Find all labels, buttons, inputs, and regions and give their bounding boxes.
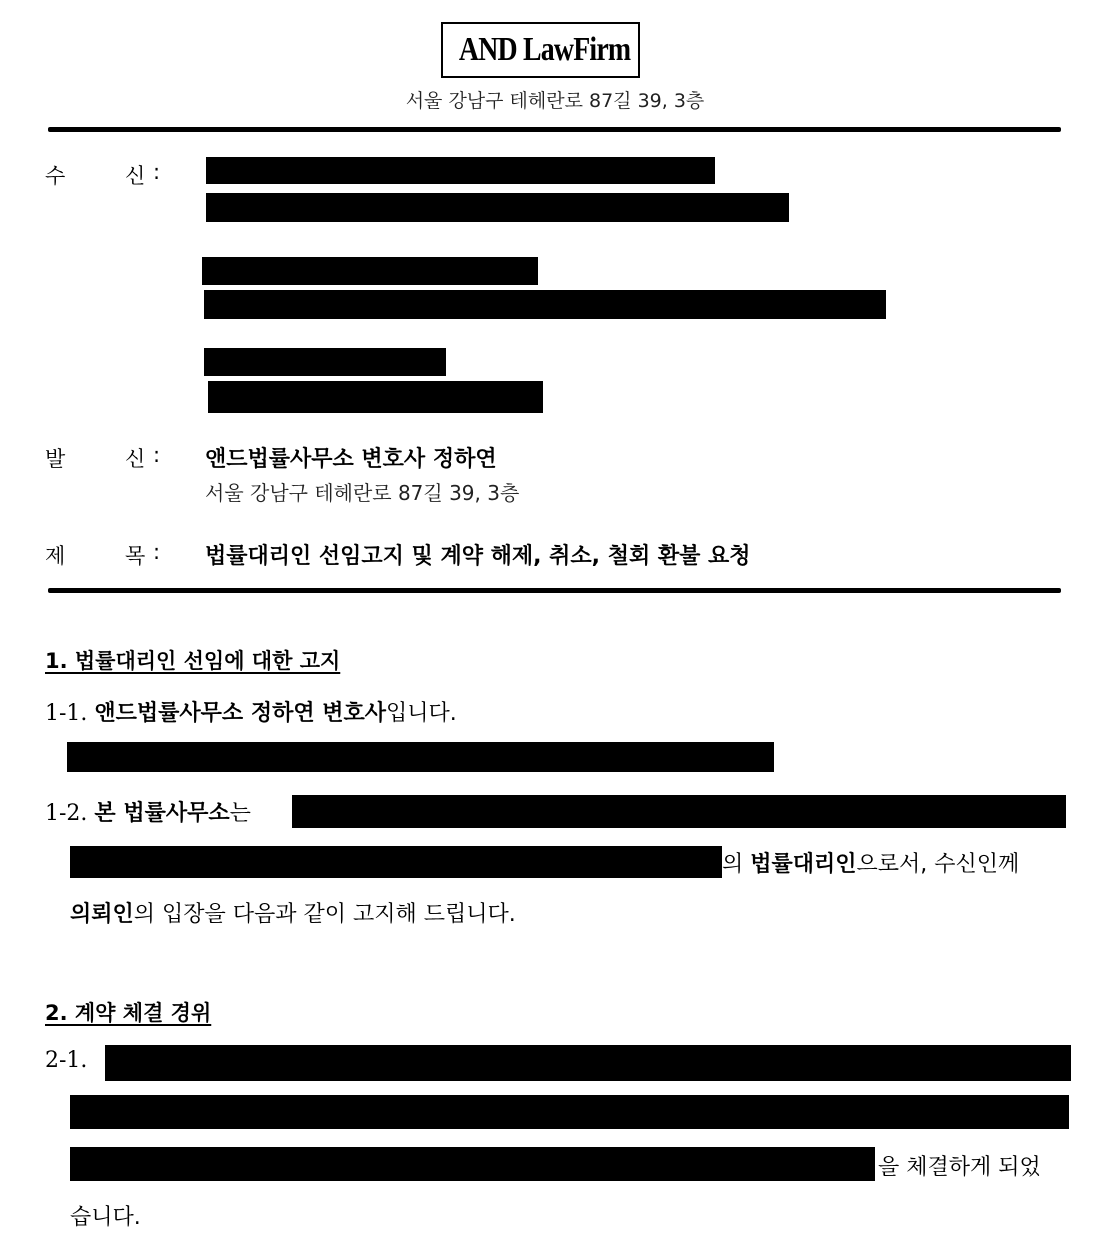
redacted-block <box>70 1095 1069 1129</box>
redacted-block <box>70 1147 875 1181</box>
redacted-block <box>105 1045 1071 1081</box>
paragraph-1-2: 1-2. 본 법률사무소는 <box>45 801 251 826</box>
section-heading: 1. 법률대리인 선임에 대한 고지 <box>45 649 341 673</box>
redacted-block <box>292 795 1066 828</box>
redacted-block <box>67 742 774 772</box>
paragraph-2-1-line4: 습니다. <box>70 1205 141 1230</box>
redacted-block <box>206 157 715 184</box>
firm-logo: AND LawFirm <box>458 31 631 68</box>
redacted-block <box>202 257 538 285</box>
top-divider <box>48 127 1061 132</box>
section-heading: 2. 계약 체결 경위 <box>45 1001 212 1025</box>
paragraph-2-1-line3: 을 체결하게 되었 <box>878 1155 1041 1180</box>
redacted-block <box>204 290 886 319</box>
sender-name: 앤드법률사무소 변호사 정하연 <box>205 447 497 472</box>
paragraph-1-2-line2: 의 법률대리인으로서, 수신인께 <box>722 852 1020 877</box>
redacted-block <box>206 193 789 222</box>
subject-text: 법률대리인 선임고지 및 계약 해제, 취소, 철회 환불 요청 <box>205 544 751 569</box>
paragraph-1-2-line3: 의뢰인의 입장을 다음과 같이 고지해 드립니다. <box>70 902 516 927</box>
paragraph-number: 2-1. <box>45 1048 88 1073</box>
redacted-block <box>208 381 543 413</box>
bottom-divider <box>48 588 1061 593</box>
redacted-block <box>70 846 722 878</box>
letterhead-address: 서울 강남구 테헤란로 87길 39, 3층 <box>405 90 705 112</box>
paragraph-1-1: 1-1. 앤드법률사무소 정하연 변호사입니다. <box>45 701 457 726</box>
sender-address: 서울 강남구 테헤란로 87길 39, 3층 <box>205 481 520 505</box>
redacted-block <box>204 348 446 376</box>
